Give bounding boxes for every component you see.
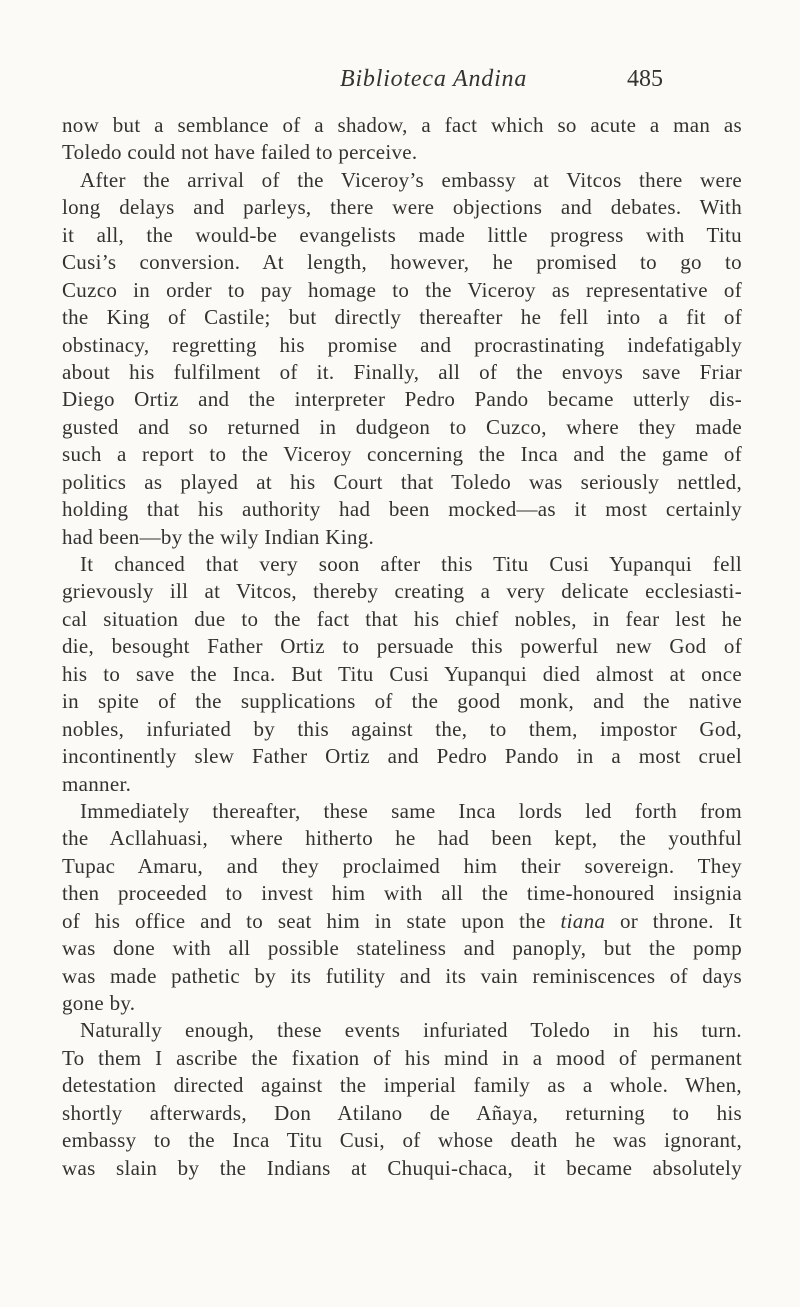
text-line: Cusi’s conversion. At length, however, he promised to go to: [62, 250, 742, 275]
text-line: gusted and so returned in dudgeon to Cuzco, where they made: [62, 414, 742, 439]
text-line: was slain by the Indians at Chuqui-chaca, it became absolutely: [62, 1155, 742, 1180]
paragraph-start-line: Immediately thereafter, these same Inca lords led forth from: [80, 798, 742, 823]
text-line: To them I ascribe the fixation of his mind in a mood of permanent: [62, 1045, 742, 1070]
text-line: his to save the Inca. But Titu Cusi Yupanqui died almost at once: [62, 661, 742, 686]
text-line-with-italic: [62, 908, 742, 935]
text-line: now but a semblance of a shadow, a fact which so acute a man as: [62, 113, 742, 137]
text-line: about his fulfilment of it. Finally, all of the envoys save Friar: [62, 359, 742, 384]
text-line: grievously ill at Vitcos, thereby creating a very delicate ecclesiasti-: [62, 579, 742, 604]
text-line: politics as played at his Court that Toledo was seriously nettled,: [62, 469, 742, 494]
text-line: Cuzco in order to pay homage to the Viceroy as representative of: [62, 277, 742, 302]
text-line: the Acllahuasi, where hitherto he had been kept, the youthful: [62, 826, 742, 851]
text-line: detestation directed against the imperial family as a whole. When,: [62, 1073, 742, 1098]
text-line: gone by.: [62, 991, 136, 1015]
paragraph-start-line: Naturally enough, these events infuriated Toledo in his turn.: [80, 1018, 742, 1043]
line-segment: of his office and to seat him in state upon the: [62, 908, 546, 933]
running-title: Biblioteca Andina: [340, 66, 528, 92]
text-line: shortly afterwards, Don Atilano de Añaya, returning to his: [62, 1100, 742, 1125]
text-line: long delays and parleys, there were objections and debates. With: [62, 195, 742, 220]
text-line: incontinently slew Father Ortiz and Pedro Pando in a most cruel: [62, 744, 742, 769]
text-line: in spite of the supplications of the good monk, and the native: [62, 689, 742, 714]
text-line: obstinacy, regretting his promise and procrastinating indefatigably: [62, 332, 742, 357]
body-text: [62, 112, 742, 1182]
paragraph-start-line: It chanced that very soon after this Titu Cusi Yupanqui fell: [80, 552, 742, 576]
text-line: cal situation due to the fact that his chief nobles, in fear lest he: [62, 606, 742, 631]
text-line: embassy to the Inca Titu Cusi, of whose death he was ignorant,: [62, 1128, 742, 1153]
text-line: had been—by the wily Indian King.: [62, 524, 375, 549]
text-line: it all, the would-be evangelists made little progress with Titu: [62, 222, 742, 247]
page-number: 485: [627, 66, 663, 92]
text-line: was made pathetic by its futility and its vain reminiscences of days: [62, 963, 742, 988]
text-line: Diego Ortiz and the interpreter Pedro Pando became utterly dis-: [62, 387, 742, 412]
paragraph-start-line: After the arrival of the Viceroy’s embassy at Vitcos there were: [80, 167, 742, 192]
text-line: manner.: [62, 771, 132, 796]
italic-term: tiana: [560, 908, 606, 933]
text-line: such a report to the Viceroy concerning the Inca and the game of: [62, 442, 742, 467]
running-header: [0, 66, 800, 102]
text-line: holding that his authority had been mocked—as it most certainly: [62, 497, 742, 522]
text-line: nobles, infuriated by this against the, to them, impostor God,: [62, 716, 742, 741]
text-line: the King of Castile; but directly thereafter he fell into a fit of: [62, 305, 742, 330]
text-line: Tupac Amaru, and they proclaimed him their sovereign. They: [62, 853, 742, 878]
text-line: die, besought Father Ortiz to persuade this powerful new God of: [62, 634, 742, 659]
line-segment: or throne. It: [619, 908, 742, 933]
text-line: then proceeded to invest him with all the time-honoured insignia: [62, 881, 742, 906]
text-line: Toledo could not have failed to perceive.: [62, 140, 418, 165]
text-line: was done with all possible stateliness and panoply, but the pomp: [62, 936, 742, 961]
